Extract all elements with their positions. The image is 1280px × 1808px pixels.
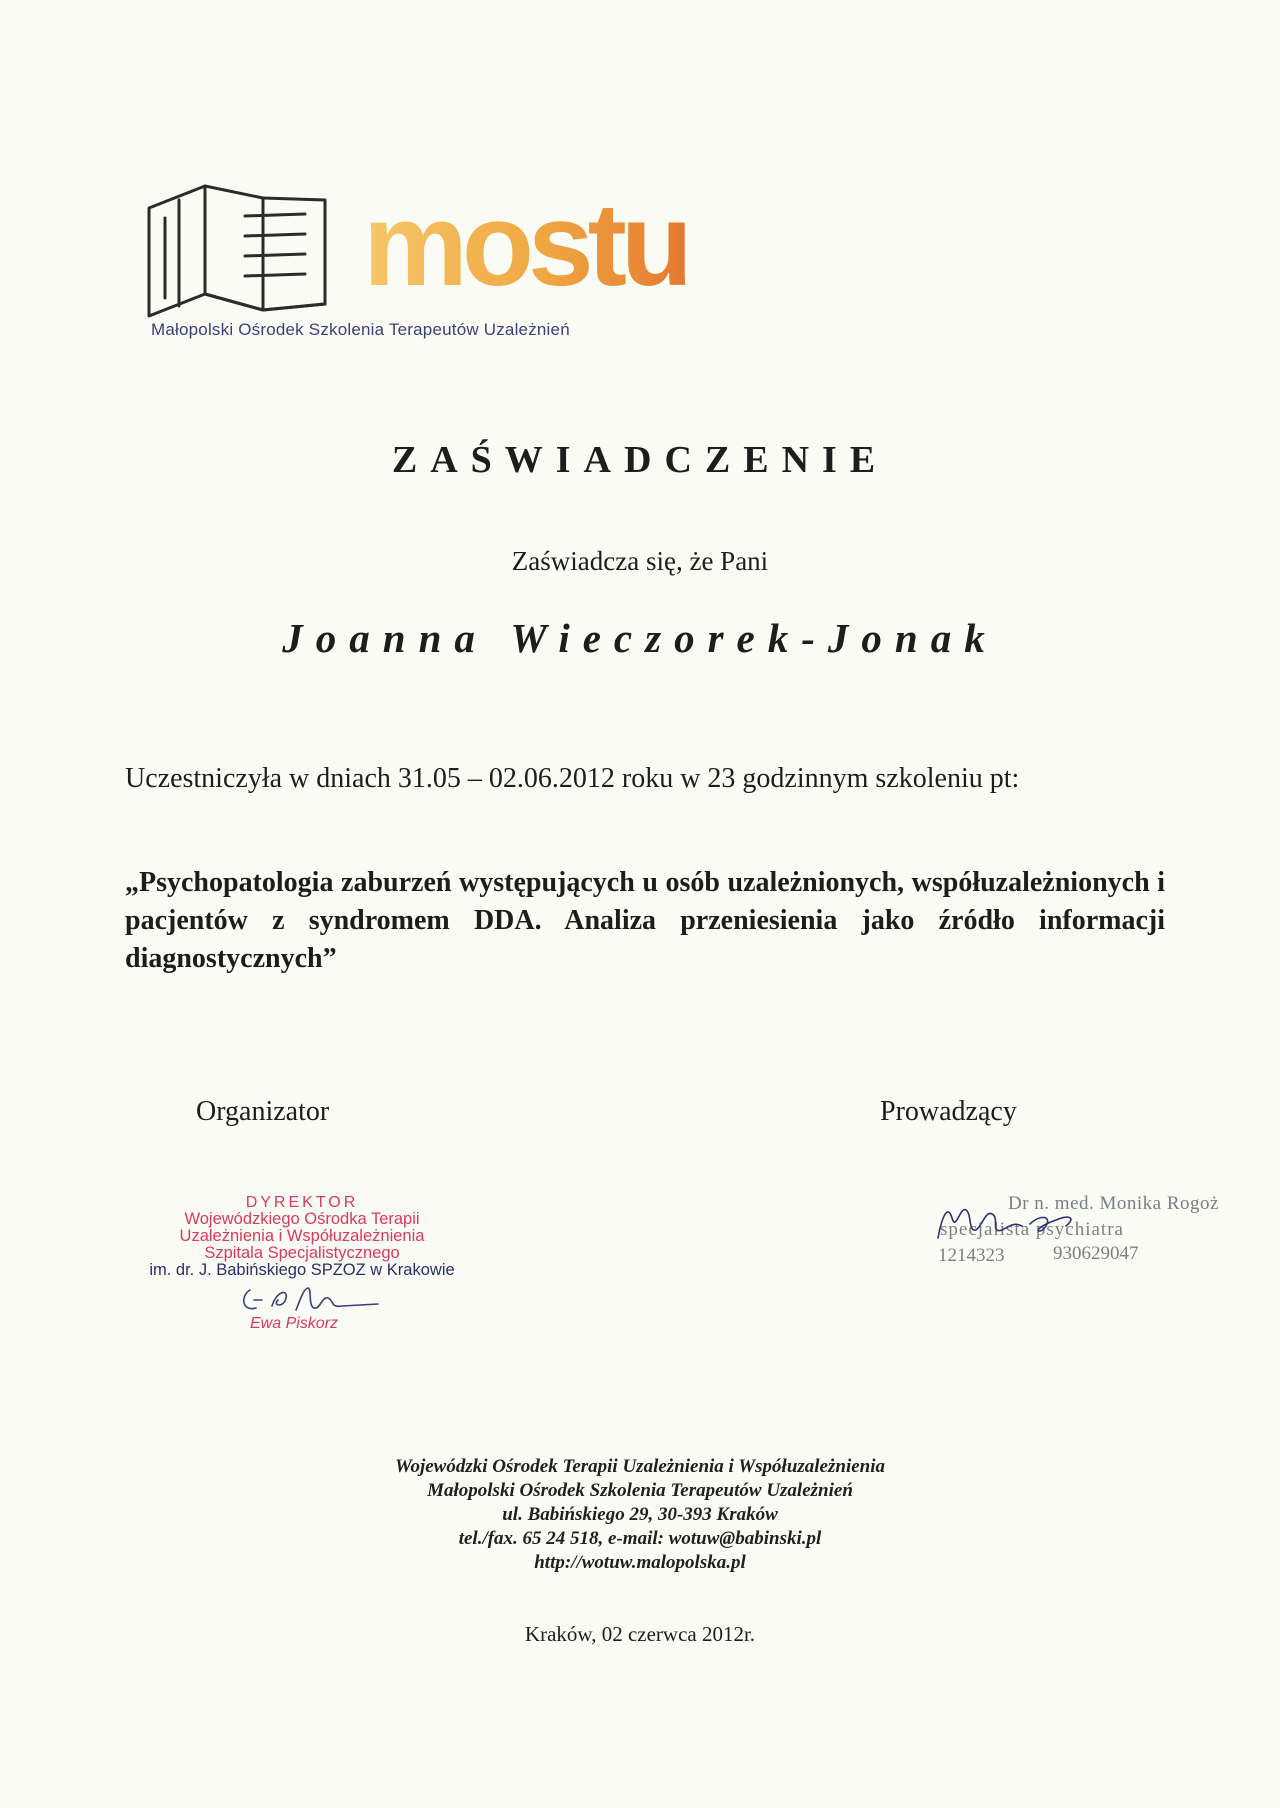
organizer-name: Ewa Piskorz	[250, 1315, 339, 1332]
footer-line: ul. Babińskiego 29, 30-393 Kraków	[502, 1504, 778, 1525]
intro-text: Zaświadcza się, że Pani	[511, 546, 769, 576]
stamp-line: Wojewódzkiego Ośrodka Terapii	[184, 1210, 420, 1228]
person-name: Joanna Wieczorek-Jonak	[282, 615, 998, 661]
logo-wordmark: mostu	[363, 179, 687, 311]
place-date: Kraków, 02 czerwca 2012r.	[524, 1622, 756, 1646]
stamp-line: im. dr. J. Babińskiego SPZOZ w Krakowie	[149, 1261, 455, 1279]
footer-line: Małopolski Ośrodek Szkolenia Terapeutów Uzależnień	[427, 1480, 853, 1501]
lead-stamp-name: Dr n. med. Monika Rogoż	[1008, 1193, 1219, 1214]
lead-stamp-number: 930629047	[1053, 1243, 1139, 1264]
organizer-label: Organizator	[196, 1096, 330, 1127]
lead-stamp-title: specjalista psychiatra	[940, 1219, 1124, 1240]
footer-line: http://wotuw.malopolska.pl	[534, 1552, 746, 1573]
stamp-line: Szpitala Specjalistycznego	[204, 1244, 400, 1262]
open-book-icon	[145, 178, 375, 323]
lead-stamp-number: 1214323	[938, 1245, 1005, 1266]
document-title: ZAŚWIADCZENIE	[391, 439, 889, 481]
course-title: „Psychopatologia zaburzeń występujących u osób uzależnionych, współuzależnionych i pacjentów z syndromem DDA. Analiza przeniesienia jako źródło informacji diagnostycznych”	[125, 867, 1165, 974]
logo	[145, 178, 745, 348]
footer-address	[0, 1455, 1280, 1575]
organizer-stamp	[122, 1194, 482, 1279]
body-text: Uczestniczyła w dniach 31.05 – 02.06.2012 roku w 23 godzinnym szkoleniu pt:	[125, 763, 1020, 794]
lead-signature	[930, 1196, 1130, 1256]
stamp-title: DYREKTOR	[245, 1194, 359, 1211]
footer-line: Wojewódzki Ośrodek Terapii Uzależnienia i Współuzależnienia	[394, 1456, 886, 1477]
footer-line: tel./fax. 65 24 518, e-mail: wotuw@babinski.pl	[458, 1528, 822, 1549]
stamp-line: Uzależnienia i Współuzależnienia	[179, 1227, 425, 1245]
lead-label: Prowadzący	[880, 1096, 1017, 1127]
logo-subtitle: Małopolski Ośrodek Szkolenia Terapeutów Uzależnień	[151, 320, 570, 339]
